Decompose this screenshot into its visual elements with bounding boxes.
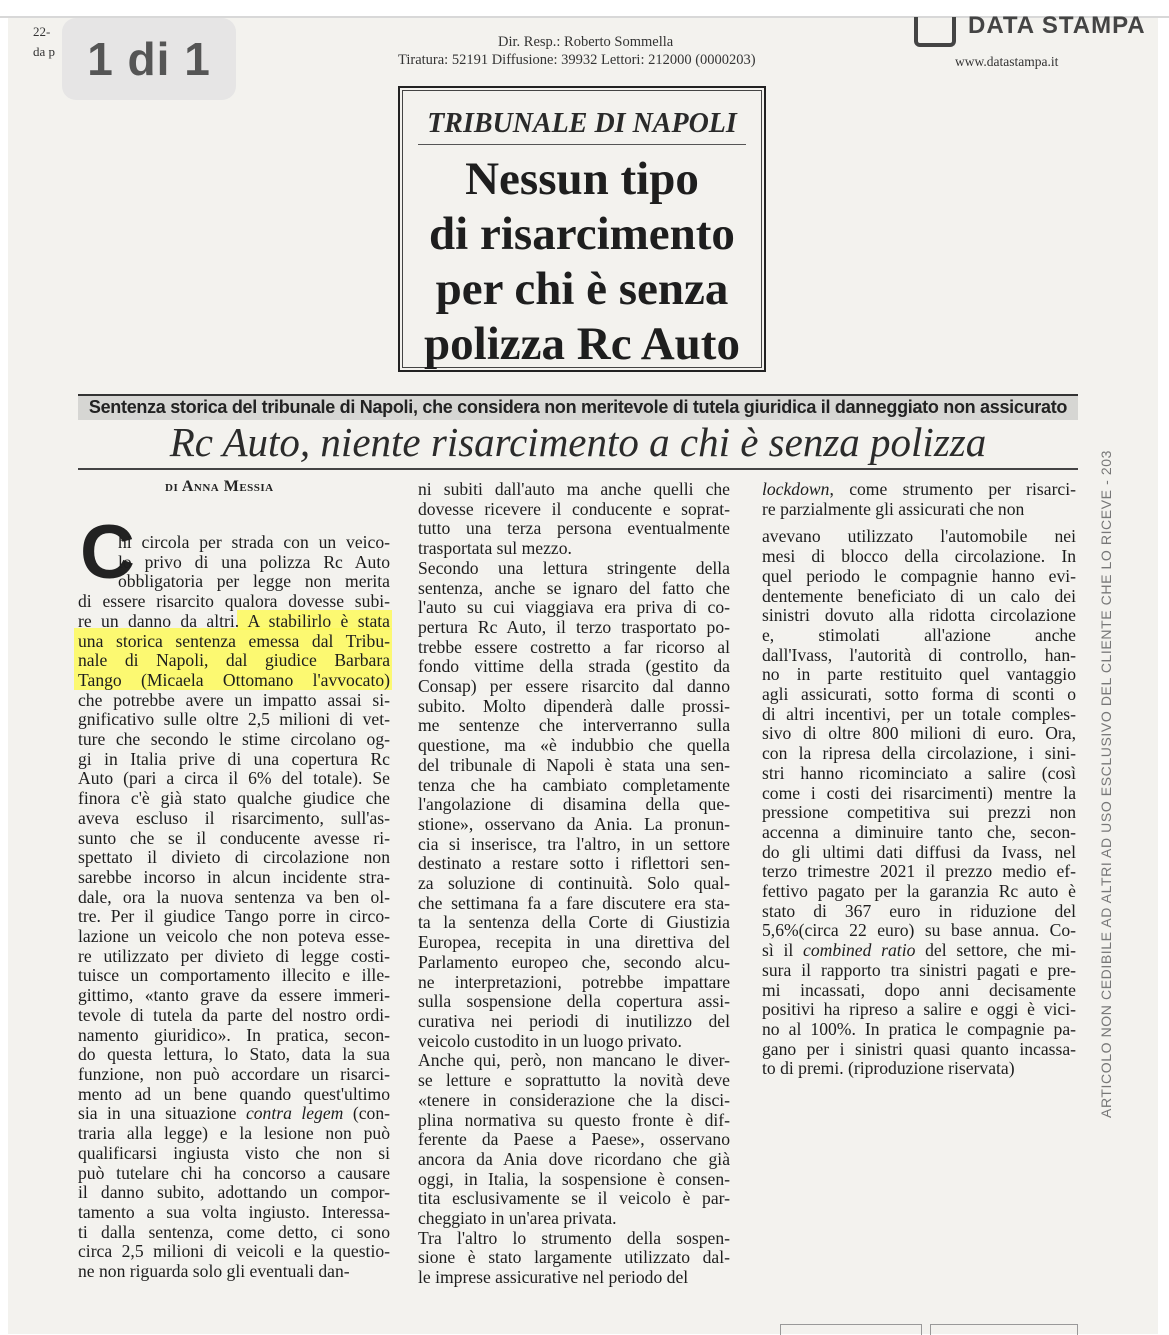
copyright-side-note: ARTICOLO NON CEDIBILE AD ALTRI AD USO ESCLUSIVO DEL CLIENTE CHE LO RICEVE - 203 [1098,450,1114,1118]
article-line: tamento a sua volta ingiusto. Interessa- [78,1201,390,1222]
article-line: hi circola per strada con un veico- [118,532,390,552]
article-line: pertura Rc Auto, il terzo trasportato po- [418,616,730,637]
article-line: l'angolazione di disamina della que- [418,794,730,815]
article-line: gi in Italia prive di una copertura Rc [78,748,390,769]
article-line: sivo di oltre 800 milioni di euro. Ora, [762,723,1076,744]
column-3 [762,480,1076,1079]
title-line: polizza Rc Auto [424,318,740,370]
article-line: ti dalla sentenza, come detto, ci sono [78,1221,390,1242]
title-line: di risarcimento [429,208,735,260]
article-line: Secondo una lettura stringente della [418,557,730,578]
article-line: fondo vittime della strada (gestito da [418,656,730,677]
article-line: sulla sospensione della copertura assi- [418,991,730,1012]
byline: di Anna Messia [165,478,274,495]
article-line: dentemente beneficiato di un calo dei [762,585,1076,606]
article-line: mento ad un bene quando quest'ultimo [78,1083,390,1104]
article-line: questione, ma «è indubbio che quella [418,735,730,756]
article-line: del tribunale di Napoli è stata una sen- [418,754,730,775]
footer-box [930,1324,1078,1335]
date-fragment: 22- [33,24,51,39]
article-line: stri hanno ricominciato a salire (così [762,762,1076,783]
article-line: tre. Per il giudice Tango porre in circo- [78,906,390,927]
article-line: terzo trimestre 2021 il prezzo medio ef- [762,861,1076,882]
article-line: l'auto su cui viaggiava era priva di co- [418,597,730,618]
article-line: ancora da Ania dove ricordano che già [418,1148,730,1169]
article-line: za soluzione di continuità. Solo qual- [418,873,730,894]
article-line: e, stimolati all'azione anche [762,624,1076,645]
article-line: cheggiato in un'area privata. [418,1208,617,1229]
article-line: aveva escluso il risarcimento, sull'as- [78,807,390,828]
article-line: sì il combined ratio del settore, che mi- [762,940,1077,961]
article-line: ta la sentenza della Corte di Giustizia [418,912,730,933]
article-line: tutto una terza persona eventualmente [418,518,730,539]
article-line: re utilizzato per divieto di legge costi- [78,945,390,966]
article-line: do gli ultimi dati diffusi da Ivass, nel [762,841,1076,862]
article-line: trebbe essere costretto a far ricorso al [418,636,730,657]
article-line: quel periodo le compagnie hanno evi- [762,565,1076,586]
column-2 [418,480,730,1288]
article-line: che settimana fa a fare discutere era sta- [418,892,730,913]
article-line: dall'Ivass, l'autorità di controllo, han- [762,644,1076,665]
article-line: subito. Molto dipenderà dalle prossi- [418,695,730,716]
article-line: Tra l'altro lo strumento della sospen- [418,1227,730,1248]
article-line: dovesse ricevere il conducente e soprat- [418,498,730,519]
article-line: sura il rapporto tra sinistri pagati e pre- [762,959,1076,980]
article-line: plina normativa su questo fronte è dif- [418,1109,730,1130]
article-line: Europea, recepita in una direttiva del [418,932,730,953]
article-line: ni subiti dall'auto ma anche quelli che [418,479,730,499]
article-line: ne non riguarda solo gli eventuali dan- [78,1261,350,1282]
article-line: sinistri dovuto alla ridotta circolazione [762,605,1076,626]
article-line: Tango (Micaela Ottomano l'avvocato) [78,669,390,690]
article-line: accenna a diminuire tanto che, secon- [762,821,1076,842]
article-line: oggi, in Italia, la sospensione è consen- [418,1168,730,1189]
article-line: re parzialmente gli assicurati che non [762,498,1025,519]
circulation-line: Tiratura: 52191 Diffusione: 39932 Lettori: 212000 (0000203) [398,52,756,68]
title-line: per chi è senza [435,263,729,315]
article-line: dale, ora la nuova sentenza va ben ol- [78,886,390,907]
article-line: namento giuridico». In pratica, secon- [78,1024,390,1045]
article-line: sia in una situazione contra legem (con- [78,1103,390,1124]
article-line: che potrebbe avere un impatto assai si- [78,689,390,710]
article-line: mesi di blocco della circolazione. In [762,546,1076,567]
article-line: gittimo, «tanto grave da essere immeri- [78,985,390,1006]
article-line: do questa lettura, lo Stato, data la sua [78,1044,390,1065]
website-link[interactable]: www.datastampa.it [955,54,1059,69]
article-line: di essere risarcito qualora dovesse subi- [78,591,390,612]
article-line: circa 2,5 milioni di veicoli e la questio- [78,1241,390,1262]
article-line: destinato a restare sotto i riflettori sen- [418,853,730,874]
article-line: avevano utilizzato l'automobile nei [762,526,1076,547]
article-line: no in parte restituito quel vantaggio [762,664,1076,685]
article-line: trasportata sul mezzo. [418,538,572,559]
kicker: TRIBUNALE DI NAPOLI [427,108,737,139]
director-line: Dir. Resp.: Roberto Sommella [498,34,674,50]
article-line: pressione competitiva sui prezzi non [762,802,1076,823]
article-line: positivi ha ripreso a salire e oggi è vici- [762,999,1076,1020]
article-line: spettato il divieto di circolazione non [78,847,390,868]
article-line: il danno subito, adottando un compor- [78,1182,390,1203]
article-line: traria alla legge) e la lesione non può [78,1123,390,1144]
article-line: veicolo custodito in un luogo privato. [418,1030,682,1051]
article-line: gnificativo sulle oltre 2,5 milioni di vet- [78,709,390,730]
article-line: tuisce un comportamento illecito e ille- [78,965,390,986]
article-line: lazione un veicolo che non poteva esse- [78,926,390,947]
article-line: curativa nei periodi di inutilizzo del [418,1010,730,1031]
article-line: sarebbe incorso in alcun incidente stra- [78,866,390,887]
column-1 [78,533,390,1282]
article-line: nale di Napoli, dal giudice Barbara [78,650,390,671]
page-counter-badge [62,18,236,100]
article-line: Parlamento europeo che, secondo alcu- [418,951,730,972]
page-counter-label: 1 di 1 [87,33,211,85]
article-line: tenza che ha cambiato completamente [418,774,730,795]
article-line: gano per i sinistri quasi quanto incassa- [762,1038,1076,1059]
article-line: to di premi. (riproduzione riservata) [762,1058,1015,1079]
article-line: stione», osservano da Ania. La pronun- [418,813,730,834]
title-box [398,86,766,372]
article-line: se letture e soprattutto la novità deve [418,1070,730,1091]
subheadline: Sentenza storica del tribunale di Napoli, che considera non meritevole di tutela giuridica il danneggiato non assicurato [88,397,1068,417]
article-line: finora c'è già stato qualche giudice che [78,788,390,809]
title-line: Nessun tipo [465,153,699,205]
article-line: no al 100%. In pratica le compagnie pa- [762,1018,1076,1039]
article-line: tita esclusivamente se il veicolo è par- [418,1188,730,1209]
article-line: ferente da Paese a Paese», osservano [418,1129,730,1150]
article-line: Auto (pari a circa il 6% del totale). Se [78,768,390,789]
drop-cap: C [80,510,135,595]
footer-box [780,1324,922,1335]
article-line: qualificarsi ingiusta visto che non si [78,1142,390,1163]
article-line: ture che secondo le stime circolano og- [78,729,390,750]
article-line: può tutelare chi ha concorso a causare [78,1162,390,1183]
article-line: sunto che se il conducente avesse ri- [78,827,390,848]
main-title [400,152,764,372]
datastampa-logo-text: DATA STAMPA [968,12,1146,39]
subheadline-strap [78,394,1078,420]
article-line: agli assicurati, sotto forma di sconti o [762,684,1076,705]
article-line: 5,6%(circa 22 euro) su base annua. Co- [762,920,1076,941]
datastampa-logo-icon [914,17,956,47]
headline-divider [78,468,1078,470]
article-line: lockdown, come strumento per risarci- [762,479,1076,499]
article-line: di altri incentivi, per un totale comples- [762,703,1076,724]
page-fragment: da p [33,44,56,59]
article-line: funzione, non può accordare un risarci- [78,1063,390,1084]
article-line: cia si inserisce, tra l'altro, in un settore [418,833,730,854]
article-line: me sentenze che interverranno sulla [418,715,730,736]
article-line: ne interpretazioni, potrebbe impattare [418,971,730,992]
article-line: lo privo di una polizza Rc Auto [118,551,390,572]
article-line: una storica sentenza emessa dal Tribu- [78,630,390,651]
article-line: obbligatoria per legge non merita [118,571,390,592]
article-line: re un danno da altri. A stabilirlo è stata [78,610,390,631]
article-line: stato di 367 euro in riduzione del [762,900,1076,921]
article-line: Consap) per essere risarcito dal danno [418,676,730,697]
article-line: sione è stato largamente utilizzato dal- [418,1247,730,1268]
article-line: fettivo pagato per la garanzia Rc auto è [762,881,1076,902]
article-line: «tenere in considerazione che la disci- [418,1089,730,1110]
article-line: con la ripresa della circolazione, i sini- [762,743,1076,764]
article-line: mi incassati, dopo anni decisamente [762,979,1076,1000]
article-line: come i costi dei risarcimenti) mentre la [762,782,1076,803]
kicker-divider [418,144,746,145]
article-line: Anche qui, però, non mancano le diver- [418,1050,730,1071]
article-line: le imprese assicurative nel periodo del [418,1267,689,1288]
article-line: sentenza, anche se ignaro del fatto che [418,577,730,598]
headline: Rc Auto, niente risarcimento a chi è senza polizza [169,419,987,465]
article-line: tevole di tutela da parte del nostro ordi- [78,1004,390,1025]
